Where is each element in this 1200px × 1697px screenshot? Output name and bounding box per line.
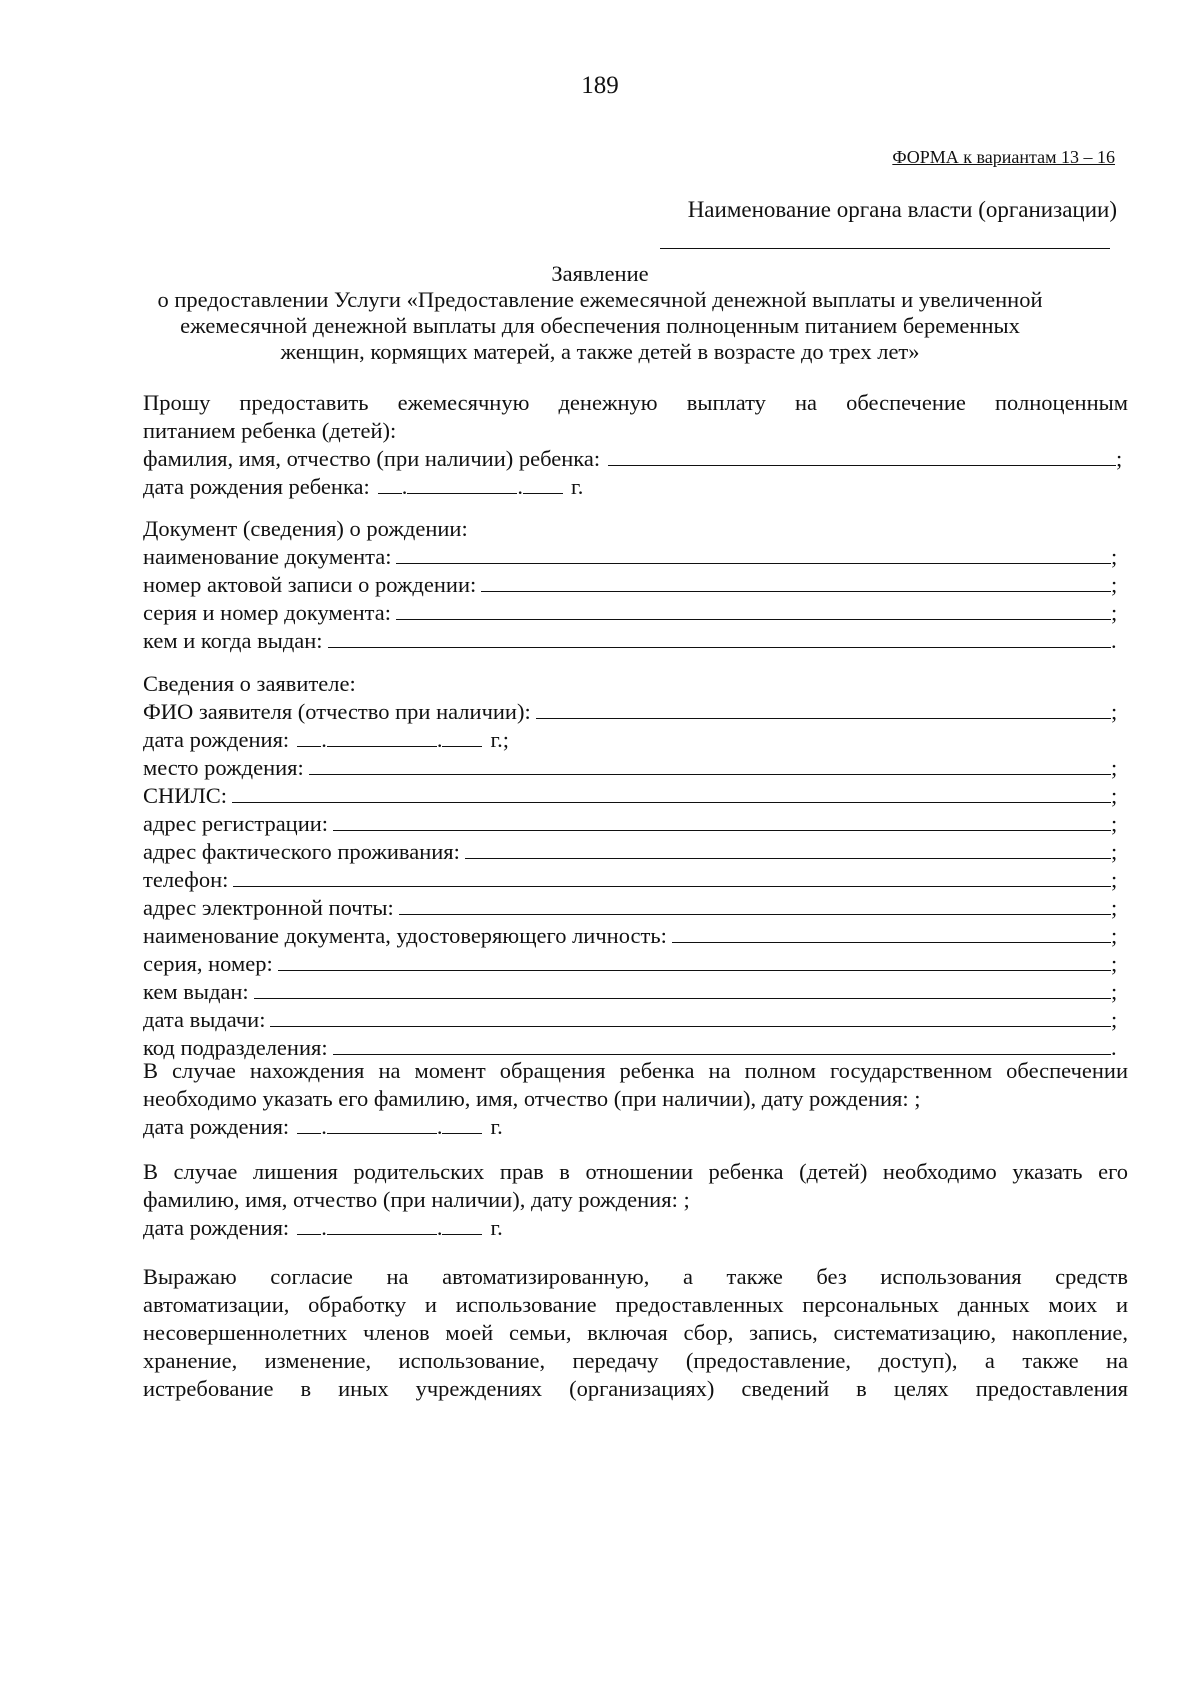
doc-title: Заявление (551, 261, 649, 286)
birth-doc-name-field[interactable] (396, 543, 1111, 564)
deprivation-dob-month-field[interactable] (327, 1214, 437, 1235)
state-care-section (143, 1057, 1128, 1141)
applicant-fio-field[interactable] (536, 698, 1111, 719)
deprivation-dob-day-field[interactable] (297, 1214, 321, 1235)
request-text-line: питанием ребенка (детей): (143, 418, 397, 443)
applicant-division-code-row: код подразделения: . (143, 1035, 1117, 1060)
applicant-actual-address-row: адрес фактического проживания: ; (143, 839, 1118, 864)
request-text-line: Прошу предоставить ежемесячную денежную выплату на обеспечение полноценным (143, 390, 1128, 415)
applicant-id-doc-row: наименование документа, удостоверяющего личность: ; (143, 923, 1118, 948)
consent-section (143, 1263, 1128, 1403)
child-fio-field[interactable] (608, 445, 1116, 466)
child-fio-row: фамилия, имя, отчество (при наличии) ребенка: ; (143, 446, 1123, 471)
child-fio-label: фамилия, имя, отчество (при наличии) ребенка: (143, 446, 601, 471)
applicant-dob-day-field[interactable] (297, 726, 321, 747)
applicant-dob-year-field[interactable] (442, 726, 482, 747)
applicant-id-series-row: серия, номер: ; (143, 951, 1118, 976)
applicant-snils-row: СНИЛС: ; (143, 783, 1118, 808)
applicant-snils-field[interactable] (232, 782, 1111, 803)
org-name-field[interactable] (660, 248, 1110, 249)
consent-text-line: истребование в иных учреждениях (организациях) сведений в целях предоставления (143, 1376, 1128, 1401)
deprivation-dob-year-field[interactable] (442, 1214, 482, 1235)
state-care-dob-day-field[interactable] (297, 1113, 321, 1134)
consent-text-line: несовершеннолетних членов моей семьи, включая сбор, запись, систематизацию, накопление, (143, 1320, 1128, 1345)
applicant-division-code-field[interactable] (333, 1034, 1111, 1055)
applicant-issue-date-field[interactable] (270, 1006, 1111, 1027)
applicant-dob-row: дата рождения: . . г.; (143, 727, 510, 752)
page-number: 189 (581, 72, 619, 99)
applicant-birthplace-row: место рождения: ; (143, 755, 1118, 780)
applicant-id-doc-field[interactable] (672, 922, 1111, 943)
birth-act-number-field[interactable] (481, 571, 1111, 592)
applicant-fio-row: ФИО заявителя (отчество при наличии): ; (143, 699, 1118, 724)
deprivation-section (143, 1158, 1128, 1242)
applicant-reg-address-field[interactable] (333, 810, 1111, 831)
child-dob-year-field[interactable] (523, 473, 563, 494)
applicant-id-series-field[interactable] (278, 950, 1111, 971)
applicant-email-field[interactable] (399, 894, 1111, 915)
form-variant-label: ФОРМА к вариантам 13 – 16 (892, 147, 1115, 167)
applicant-reg-address-row: адрес регистрации: ; (143, 811, 1118, 836)
consent-text-line: Выражаю согласие на автоматизированную, а также без использования средств (143, 1264, 1128, 1289)
state-care-text-line: необходимо указать его фамилию, имя, отчество (при наличии), дату рождения: ; (143, 1086, 921, 1111)
child-dob-label: дата рождения ребенка: (143, 474, 370, 499)
birth-act-number-row: номер актовой записи о рождении: ; (143, 572, 1118, 597)
state-care-dob-year-field[interactable] (442, 1113, 482, 1134)
applicant-issue-date-row: дата выдачи: ; (143, 1007, 1118, 1032)
doc-subtitle-line: о предоставлении Услуги «Предоставление ежемесячной денежной выплаты и увеличенной (157, 287, 1043, 312)
birth-doc-section (143, 515, 1123, 655)
state-care-text-line: В случае нахождения на момент обращения ребенка на полном государственном обеспечении (143, 1058, 1128, 1083)
deprivation-text-line: фамилию, имя, отчество (при наличии), дату рождения: ; (143, 1187, 690, 1212)
birth-doc-series-field[interactable] (396, 599, 1111, 620)
applicant-id-issued-row: кем выдан: ; (143, 979, 1118, 1004)
child-dob-day-field[interactable] (378, 473, 402, 494)
birth-doc-heading: Документ (сведения) о рождении: (143, 516, 468, 541)
consent-text-line: автоматизации, обработку и использование предоставленных персональных данных моих и (143, 1292, 1128, 1317)
applicant-actual-address-field[interactable] (465, 838, 1111, 859)
birth-doc-series-row: серия и номер документа: ; (143, 600, 1118, 625)
doc-subtitle-line: ежемесячной денежной выплаты для обеспечения полноценным питанием беременных (180, 313, 1020, 338)
applicant-birthplace-field[interactable] (309, 754, 1111, 775)
applicant-section (143, 670, 1123, 1062)
applicant-phone-row: телефон: ; (143, 867, 1118, 892)
deprivation-dob-row: дата рождения: . . г. (143, 1215, 503, 1240)
applicant-email-row: адрес электронной почты: ; (143, 895, 1118, 920)
state-care-dob-month-field[interactable] (327, 1113, 437, 1134)
request-section (143, 389, 1128, 501)
state-care-dob-row: дата рождения: . . г. (143, 1114, 503, 1139)
consent-text-line: хранение, изменение, использование, передачу (предоставление, доступ), а также на (143, 1348, 1128, 1373)
child-dob-row: дата рождения ребенка: . . г. (143, 474, 584, 499)
birth-doc-issued-row: кем и когда выдан: . (143, 628, 1117, 653)
applicant-phone-field[interactable] (233, 866, 1111, 887)
applicant-dob-month-field[interactable] (327, 726, 437, 747)
deprivation-text-line: В случае лишения родительских прав в отношении ребенка (детей) необходимо указать его (143, 1159, 1128, 1184)
birth-doc-issued-field[interactable] (328, 627, 1111, 648)
applicant-id-issued-field[interactable] (254, 978, 1111, 999)
org-label: Наименование органа власти (организации) (687, 197, 1117, 222)
doc-subtitle-line: женщин, кормящих матерей, а также детей в возрасте до трех лет» (280, 339, 920, 364)
applicant-heading: Сведения о заявителе: (143, 671, 356, 696)
birth-doc-name-row: наименование документа: ; (143, 544, 1118, 569)
child-dob-month-field[interactable] (407, 473, 517, 494)
